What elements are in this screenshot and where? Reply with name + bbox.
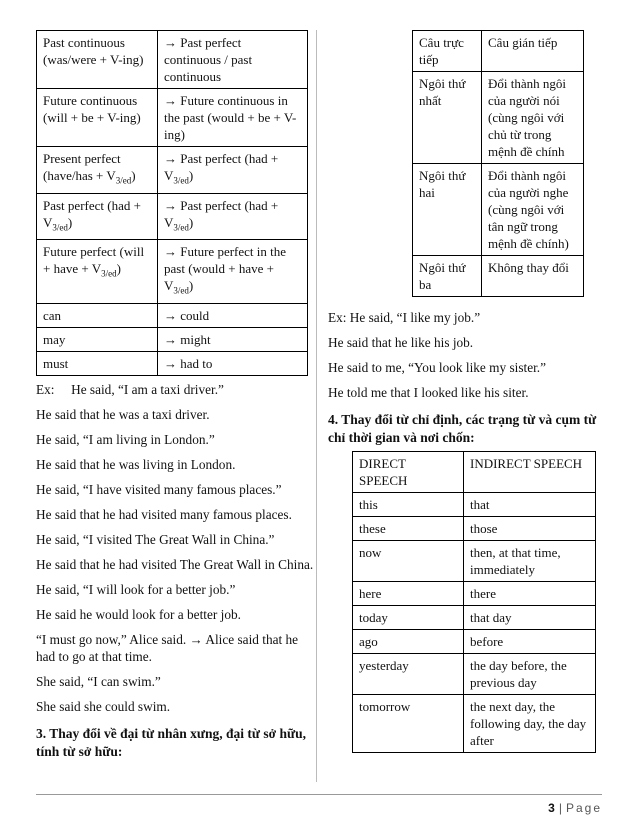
table-cell: Đổi thành ngôi của người nghe (cùng ngôi với tân ngữ trong mệnh đề chính) bbox=[482, 164, 584, 256]
example-line: He told me that I looked like his siter. bbox=[328, 385, 529, 400]
table-row bbox=[353, 654, 596, 695]
table-header-cell: INDIRECT SPEECH bbox=[464, 452, 596, 493]
table-cell: there bbox=[464, 582, 596, 606]
table-row bbox=[413, 256, 584, 297]
table-row bbox=[413, 164, 584, 256]
table-row bbox=[353, 630, 596, 654]
table-cell bbox=[158, 240, 308, 304]
table-cell: Ngôi thứ hai bbox=[413, 164, 482, 256]
cell-text: ) bbox=[131, 168, 136, 183]
table-header-row bbox=[413, 31, 584, 72]
table-cell: must bbox=[37, 351, 158, 375]
table-cell: these bbox=[353, 517, 464, 541]
example-line: He said that he was living in London. bbox=[36, 456, 236, 472]
example-line: He said that he had visited The Great Wall in China. bbox=[36, 556, 314, 572]
table-cell: Ngôi thứ ba bbox=[413, 256, 482, 297]
cell-text: Past perfect (had + V bbox=[43, 197, 141, 230]
table-row bbox=[353, 493, 596, 517]
page-number: 3 bbox=[548, 801, 555, 815]
table-row bbox=[353, 541, 596, 582]
table-cell: the day before, the previous day bbox=[464, 654, 596, 695]
table-header-cell: DIRECT SPEECH bbox=[353, 452, 464, 493]
cell-text: → Past perfect (had + V bbox=[164, 151, 279, 183]
table-cell: → Future continuous in the past (would + be + V-ing) bbox=[158, 89, 308, 147]
table-cell bbox=[37, 240, 158, 304]
table-cell: that bbox=[464, 493, 596, 517]
example-line: She said she could swim. bbox=[36, 698, 171, 714]
page-footer bbox=[36, 794, 602, 815]
example-line: He said that he was a taxi driver. bbox=[36, 406, 210, 422]
example-line: Ex: He said, “I am a taxi driver.” bbox=[36, 381, 224, 397]
table-cell: today bbox=[353, 606, 464, 630]
table-cell bbox=[158, 147, 308, 194]
example-line: She said, “I can swim.” bbox=[36, 673, 161, 689]
table-row bbox=[37, 89, 308, 147]
cell-text: ) bbox=[188, 214, 194, 230]
adverb-change-table bbox=[352, 451, 596, 753]
example-line: He said that he like his job. bbox=[328, 335, 474, 350]
example-line: He said, “I am living in London.” bbox=[36, 431, 215, 447]
table-cell: Past continuous (was/were + V-ing) bbox=[37, 31, 158, 89]
example-line: He said to me, “You look like my sister.” bbox=[328, 360, 547, 375]
page-number-label bbox=[548, 801, 602, 815]
pronoun-change-table bbox=[412, 30, 584, 297]
table-cell: can bbox=[37, 303, 158, 327]
table-row bbox=[413, 72, 584, 164]
footer-separator: | bbox=[558, 801, 562, 815]
table-cell: may bbox=[37, 327, 158, 351]
table-cell: yesterday bbox=[353, 654, 464, 695]
example-line: “I must go now,” Alice said. → Alice said that he had to go at that time. bbox=[36, 631, 299, 664]
subscript: 3/ed bbox=[173, 285, 189, 296]
table-cell: before bbox=[464, 630, 596, 654]
example-line: He said he would look for a better job. bbox=[36, 606, 241, 622]
table-row bbox=[353, 517, 596, 541]
table-cell bbox=[37, 193, 158, 240]
table-header-row bbox=[353, 452, 596, 493]
example-line: He said, “I visited The Great Wall in China.” bbox=[36, 531, 275, 547]
left-column bbox=[36, 30, 316, 761]
cell-text: ) bbox=[116, 261, 121, 277]
table-cell bbox=[158, 193, 308, 240]
example-line: He said, “I will look for a better job.” bbox=[36, 581, 236, 597]
example-line: He said, “I have visited many famous places.” bbox=[36, 481, 282, 497]
table-row bbox=[37, 327, 308, 351]
section-heading-3: 3. Thay đổi về đại từ nhân xưng, đại từ sở hữu, tính từ sở hữu: bbox=[36, 725, 306, 759]
table-row bbox=[37, 193, 308, 240]
table-row bbox=[353, 695, 596, 753]
table-cell: that day bbox=[464, 606, 596, 630]
table-cell: Không thay đổi bbox=[482, 256, 584, 297]
table-cell bbox=[37, 147, 158, 194]
example-line: Ex: He said, “I like my job.” bbox=[328, 310, 481, 325]
table-header-cell: Câu gián tiếp bbox=[482, 31, 584, 72]
subscript: 3/ed bbox=[52, 222, 68, 233]
table-cell: → Past perfect continuous / past continuous bbox=[158, 31, 308, 89]
table-header-cell: Câu trực tiếp bbox=[413, 31, 482, 72]
cell-text: → Future perfect in the past (would + have + V bbox=[164, 244, 287, 294]
subscript: 3/ed bbox=[173, 175, 189, 186]
table-row bbox=[37, 240, 308, 304]
table-cell: this bbox=[353, 493, 464, 517]
subscript: 3/ed bbox=[115, 175, 132, 186]
table-cell: Future continuous (will + be + V-ing) bbox=[37, 89, 158, 147]
table-cell: ago bbox=[353, 630, 464, 654]
footer-page-label: Page bbox=[565, 801, 602, 815]
cell-text: ) bbox=[67, 214, 73, 230]
table-cell: the next day, the following day, the day after bbox=[464, 695, 596, 753]
table-row bbox=[37, 147, 308, 194]
tense-change-table bbox=[36, 30, 308, 376]
table-row bbox=[37, 303, 308, 327]
table-cell: those bbox=[464, 517, 596, 541]
right-column bbox=[328, 30, 602, 753]
column-divider bbox=[316, 30, 317, 782]
cell-text: Future perfect (will + have + V bbox=[43, 244, 145, 277]
table-row bbox=[37, 31, 308, 89]
table-cell: then, at that time, immediately bbox=[464, 541, 596, 582]
cell-text: Present perfect (have/has + V bbox=[43, 151, 121, 183]
table-cell: now bbox=[353, 541, 464, 582]
table-row bbox=[353, 606, 596, 630]
section-heading-4: 4. Thay đổi từ chỉ định, các trạng từ và cụm từ chỉ thời gian và nơi chốn: bbox=[328, 412, 597, 445]
example-line: He said that he had visited many famous places. bbox=[36, 506, 292, 522]
table-cell: → had to bbox=[158, 351, 308, 375]
subscript: 3/ed bbox=[101, 268, 117, 279]
cell-text: → Past perfect (had + V bbox=[164, 197, 279, 230]
subscript: 3/ed bbox=[173, 222, 189, 233]
table-row bbox=[37, 351, 308, 375]
cell-text: ) bbox=[188, 278, 194, 294]
table-row bbox=[353, 582, 596, 606]
table-cell: → might bbox=[158, 327, 308, 351]
table-cell: Ngôi thứ nhất bbox=[413, 72, 482, 164]
table-cell: Đổi thành ngôi của người nói (cùng ngôi với chủ từ trong mệnh đề chính bbox=[482, 72, 584, 164]
table-cell: tomorrow bbox=[353, 695, 464, 753]
cell-text: ) bbox=[188, 168, 194, 183]
table-cell: → could bbox=[158, 303, 308, 327]
table-cell: here bbox=[353, 582, 464, 606]
